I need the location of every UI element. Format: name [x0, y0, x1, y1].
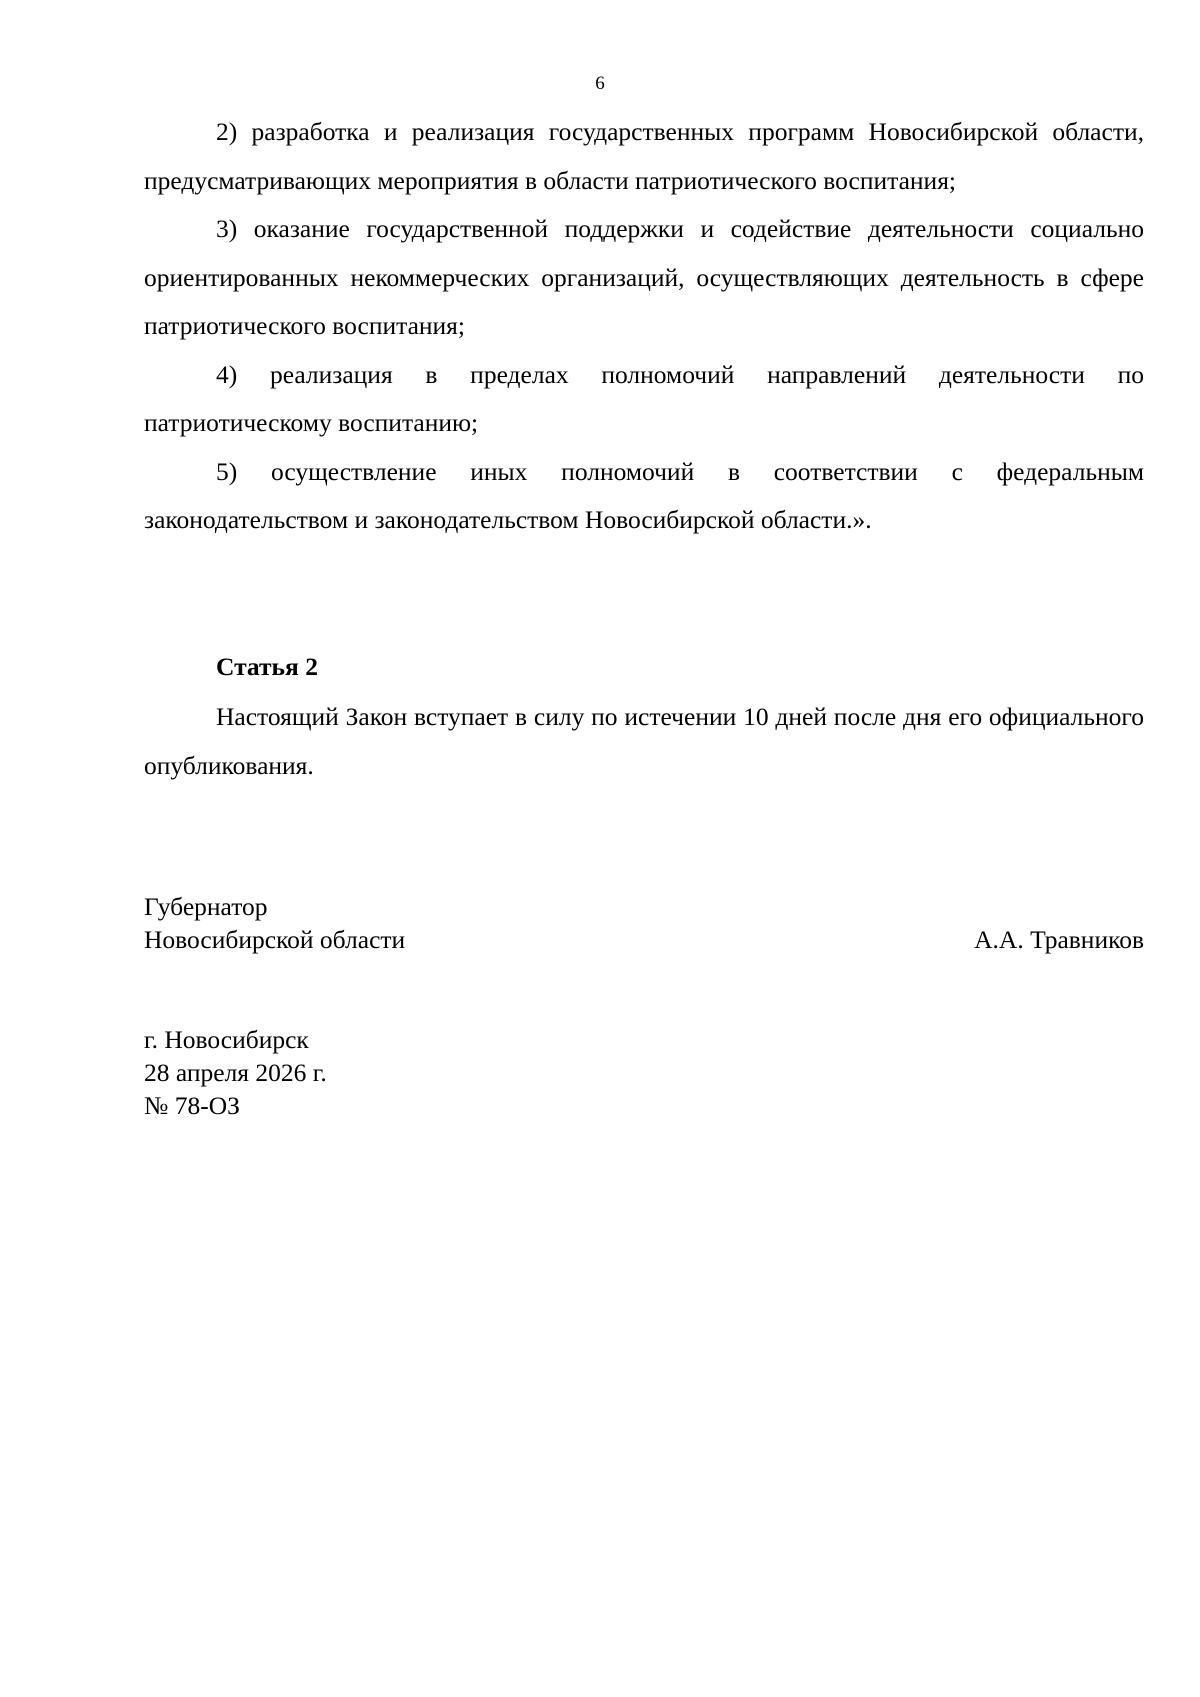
list-item: 4) реализация в пределах полномочий направлений деятельности по патриотическому воспитанию; — [144, 359, 1144, 437]
date: 28 апреля 2026 г. — [144, 1058, 327, 1087]
page-number: 6 — [595, 73, 605, 94]
list-item: 5) осуществление иных полномочий в соответствии с федеральным законодательством и законодательством Новосибирской области.». — [144, 456, 1144, 534]
list-item: 3) оказание государственной поддержки и содействие деятельности социально ориентированных некоммерческих организаций, осуществляющих деятельность в сфере патриотического воспитания; — [144, 214, 1144, 340]
place-date-block — [144, 1023, 327, 1122]
article-heading: Статья 2 — [216, 652, 318, 681]
article-body — [144, 693, 1144, 790]
law-text-list — [144, 108, 1144, 545]
article-paragraph: Настоящий Закон вступает в силу по истечении 10 дней после дня его официального опубликования. — [144, 702, 1144, 780]
law-number: № 78-ОЗ — [144, 1091, 240, 1120]
signature-block — [144, 890, 1144, 956]
signatory-position: Губернатор — [144, 892, 268, 921]
signatory-name: А.А. Травников — [974, 925, 1144, 954]
city: г. Новосибирск — [144, 1025, 309, 1054]
list-item: 2) разработка и реализация государственных программ Новосибирской области, предусматривающих мероприятия в области патриотического воспитания; — [144, 117, 1144, 195]
signatory-region: Новосибирской области — [144, 925, 406, 954]
